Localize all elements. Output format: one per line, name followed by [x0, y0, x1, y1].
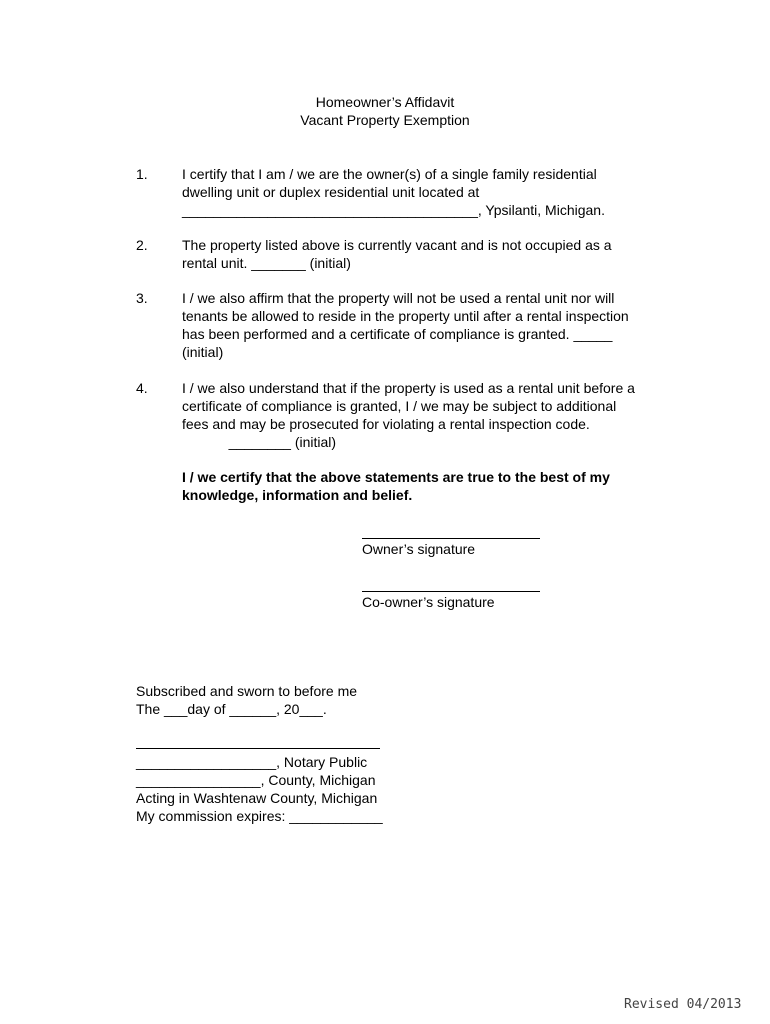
- initial-blank-line[interactable]: rental unit. _______ (initial): [182, 255, 351, 271]
- notary-signature-line[interactable]: [136, 748, 380, 749]
- sworn-statement: [136, 682, 357, 718]
- coowner-signature-label: Co-owner’s signature: [362, 594, 495, 610]
- commission-expires-line[interactable]: My commission expires: ____________: [136, 808, 383, 824]
- certify-line-2: knowledge, information and belief.: [182, 487, 413, 503]
- coowner-signature-field[interactable]: [362, 591, 540, 611]
- item-line: I certify that I am / we are the owner(s) of a single family residential: [182, 166, 597, 182]
- signature-line[interactable]: [362, 591, 540, 592]
- title-line-2: Vacant Property Exemption: [300, 112, 470, 128]
- initial-blank-line[interactable]: has been performed and a certificate of compliance is granted. _____: [182, 326, 613, 342]
- owner-signature-label: Owner’s signature: [362, 541, 476, 557]
- item-text: [182, 236, 682, 272]
- item-line: I / we also affirm that the property will not be used a rental unit nor will: [182, 290, 615, 306]
- item-number: 2.: [136, 237, 148, 253]
- sworn-line-1: Subscribed and sworn to before me: [136, 683, 358, 699]
- sworn-date-line[interactable]: The ___day of ______, 20___.: [136, 701, 327, 717]
- item-line: tenants be allowed to reside in the property until after a rental inspection: [182, 308, 629, 324]
- item-line: (initial): [182, 344, 224, 360]
- title-line-1: Homeowner’s Affidavit: [315, 94, 455, 110]
- item-line: certificate of compliance is granted, I / we may be subject to additional: [182, 398, 617, 414]
- county-line[interactable]: ________________, County, Michigan: [136, 772, 376, 788]
- notary-block: [136, 753, 383, 825]
- initial-blank-line[interactable]: ________ (initial): [182, 434, 337, 450]
- notary-public-line[interactable]: __________________, Notary Public: [136, 754, 368, 770]
- signature-line[interactable]: [362, 538, 540, 539]
- item-text: [182, 379, 682, 451]
- item-line: dwelling unit or duplex residential unit located at: [182, 184, 480, 200]
- item-number: 1.: [136, 166, 148, 182]
- item-line: I / we also understand that if the property is used as a rental unit before a: [182, 380, 635, 396]
- owner-signature-field[interactable]: [362, 538, 540, 558]
- item-number: 4.: [136, 380, 148, 396]
- revision-date: Revised 04/2013: [624, 997, 742, 1012]
- item-number: 3.: [136, 290, 148, 306]
- item-text: [182, 165, 682, 219]
- acting-in-line: Acting in Washtenaw County, Michigan: [136, 790, 378, 806]
- document-title: [0, 93, 770, 129]
- item-text: [182, 289, 682, 361]
- item-line: The property listed above is currently vacant and is not occupied as a: [182, 237, 612, 253]
- item-line: fees and may be prosecuted for violating a rental inspection code.: [182, 416, 590, 432]
- address-blank-line[interactable]: ______________________________________, Ypsilanti, Michigan.: [182, 202, 605, 218]
- certify-line-1: I / we certify that the above statements are true to the best of my: [182, 469, 610, 485]
- certification-statement: [182, 468, 610, 504]
